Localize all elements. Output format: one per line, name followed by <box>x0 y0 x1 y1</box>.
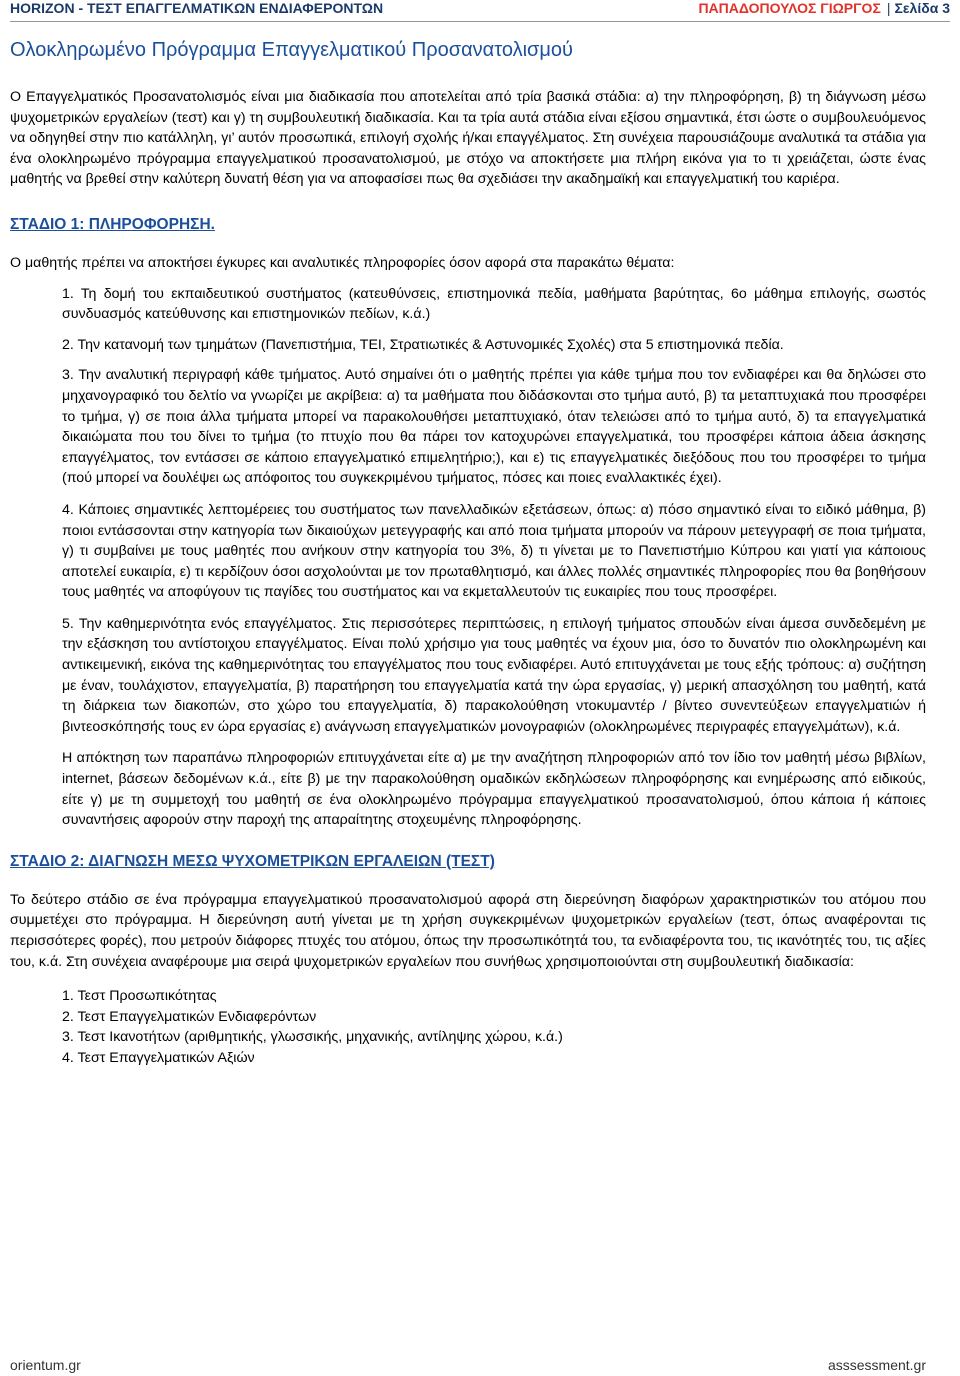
footer-left: orientum.gr <box>10 1357 81 1373</box>
footer-right: asssessment.gr <box>827 1357 926 1373</box>
header-separator: | <box>886 0 891 16</box>
stage1-heading: ΣΤΑΔΙΟ 1: ΠΛΗΡΟΦΟΡΗΣΗ. <box>10 215 215 233</box>
stage2-paragraph: Το δεύτερο στάδιο σε ένα πρόγραμμα επαγγελματικού προσανατολισμού αφορά στη διερεύνηση διαφόρων χαρακτηριστικών του ατόμου που συμμετέχει στο πρόγραμμα. Η διερεύνηση αυτή γίνεται με τη χρήση συγκεκριμένων ψυχομετρικών εργαλείων (τεστ, όπως αναφέρονται τις περισσότερες φορές), που μετρούν διάφορες πτυχές του ατόμου, όπως την προσωπικότητά του, τα ενδιαφέροντα του, τις ικανότητές του, τις αξίες του, κ.ά. Στη συνέχεια αναφέρουμε μια σειρά ψυχομετρικών εργαλείων που συνήθως χρησιμοποιούνται στη συμβουλευτική διαδικασία: <box>10 891 926 970</box>
list-item: 4. Τεστ Επαγγελματικών Αξιών <box>62 1049 255 1066</box>
intro-paragraph: Ο Επαγγελματικός Προσανατολισμός είναι μια διαδικασία που αποτελείται από τρία βασικά στάδια: α) την πληροφόρηση, β) τη διάγνωση μέσω ψυχομετρικών εργαλείων (τεστ) και γ) τη συμβουλευτική διαδικασία. Και τα τρία αυτά στάδια είναι εξίσου σημαντικά, έτσι ώστε ο συμβουλευόμενος να οδηγηθεί στην πιο κατάλληλη, γι’ αυτόν προσωπικά, επιλογή σχολής ή/και επαγγέλματος. Στη συνέχεια παρουσιάζουμε αναλυτικά τα στάδια για ένα ολοκληρωμένο πρόγραμμα επαγγελματικού προσανατολισμού, με στόχο να αποκτήσετε μια πλήρη εικόνα για το τι χρειάζεται, ώστε ένας μαθητής να βρεθεί στην καλύτερη δυνατή θέση για να αποφασίσει πως θα σχεδιάσει την ακαδημαϊκή και επαγγελματική του καριέρα. <box>10 89 926 188</box>
stage1-item-1: 1. Τη δομή του εκπαιδευτικού συστήματος (κατευθύνσεις, επιστημονικά πεδία, μαθήματα βαρύτητας, 6ο μάθημα επιλογής, σωστός συνδυασμός κατεύθυνσης και επιστημονικών πεδίων, κ.ά.) <box>62 285 926 323</box>
list-item: 1. Τεστ Προσωπικότητας <box>62 988 217 1005</box>
document-body <box>10 87 926 1069</box>
header-right <box>698 0 950 16</box>
stage1-item-5: 5. Την καθημερινότητα ενός επαγγέλματος. Στις περισσότερες περιπτώσεις, η επιλογή τμήματος σπουδών είναι άμεσα συνδεδεμένη με την εξάσκηση του αντίστοιχου επαγγέλματος. Είναι πολύ χρήσιμο για τους μαθητές να έχουν μια, όσο το δυνατόν πιο ολοκληρωμένη και αντικειμενική, εικόνα της καθημερινότητας του επαγγέλματος που τους ενδιαφέρει. Αυτό επιτυγχάνεται με τους εξής τρόπους: α) συζήτηση με έναν, τουλάχιστον, επαγγελματία, β) παρατήρηση του επαγγελματία κατά την ώρα εργασίας, γ) μερική απασχόληση του μαθητή, κατά τη διάρκεια των διακοπών, στο χώρο του επαγγελματία, δ) παρακολούθηση ντοκυμαντέρ / βίντεο συνεντεύξεων επαγγελματιών ή βιντεοσκόπησής τους εν ώρα εργασίας ε) ανάγνωση επαγγελματικών μονογραφιών (ολοκληρωμένες περιγραφές επαγγελμάτων), κ.ά. <box>62 615 926 735</box>
stage1-item-4: 4. Κάποιες σημαντικές λεπτομέρειες του συστήματος των πανελλαδικών εξετάσεων, όπως: α) πόσο σημαντικό είναι το ειδικό μάθημα, β) ποιοι εντάσσονται στην κατηγορία των δικαιούχων μετεγγραφής και από ποια τμήματα μπορούν να πάρουν μετεγγραφή σε ποια τμήματα, γ) τι συμβαίνει με τους μαθητές που ανήκουν στην κατηγορία του 3%, δ) τι γίνεται με το Πανεπιστήμιο Κύπρου και γιατί για κάποιους αποτελεί ευκαιρία, ε) τι κερδίζουν όσοι ασχολούνται με τον πρωταθλητισμό, και άλλες πολλές σημαντικές πληροφορίες που θα βοηθήσουν τους μαθητές να αποφύγουν τις παγίδες του συστήματος και να εκμεταλλευτούν τις ευκαιρίες που τους προσφέρει. <box>62 501 926 601</box>
stage1-item-2: 2. Την κατανομή των τμημάτων (Πανεπιστήμια, ΤΕΙ, Στρατιωτικές & Αστυνομικές Σχολές) στα 5 επιστημονικά πεδία. <box>62 336 784 353</box>
list-item: 3. Τεστ Ικανοτήτων (αριθμητικής, γλωσσικής, μηχανικής, αντίληψης χώρου, κ.ά.) <box>62 1029 563 1046</box>
document-title: Ολοκληρωμένο Πρόγραμμα Επαγγελματικού Προσανατολισμού <box>10 39 573 61</box>
stage2-heading: ΣΤΑΔΙΟ 2: ΔΙΑΓΝΩΣΗ ΜΕΣΩ ΨΥΧΟΜΕΤΡΙΚΩΝ ΕΡΓΑΛΕΙΩΝ (ΤΕΣΤ) <box>10 852 495 870</box>
tests-list <box>62 986 926 1068</box>
header-rule <box>10 21 950 22</box>
list-item: 2. Τεστ Επαγγελματικών Ενδιαφερόντων <box>62 1008 317 1025</box>
stage1-lead: Ο μαθητής πρέπει να αποκτήσει έγκυρες και αναλυτικές πληροφορίες όσον αφορά στα παρακάτω θέματα: <box>10 254 675 271</box>
stage1-closing: Η απόκτηση των παραπάνω πληροφοριών επιτυγχάνεται είτε α) με την αναζήτηση πληροφοριών από τον ίδιο τον μαθητή μέσω βιβλίων, internet, βάσεων δεδομένων κ.ά., είτε β) με την παρακολούθηση ομαδικών εκδηλώσεων πληροφόρησης και ενημέρωσης από ειδικούς, είτε γ) με τη συμμετοχή του μαθητή σε ένα ολοκληρωμένο πρόγραμμα επαγγελματικού προσανατολισμού, όπου κάποια ή κάποιες συναντήσεις αφορούν στην παροχή της απαραίτητης στοχευμένης πληροφόρησης. <box>62 750 926 829</box>
stage1-item-3: 3. Την αναλυτική περιγραφή κάθε τμήματος. Αυτό σημαίνει ότι ο μαθητής πρέπει για κάθε τμήμα που τον ενδιαφέρει και θα δηλώσει στο μηχανογραφικό του δελτίο να γνωρίζει με ακρίβεια: α) τα μαθήματα που διδάσκονται στο τμήμα αυτό, β) τα μεταπτυχιακά που προσφέρει το τμήμα, γ) σε ποια άλλα τμήματα μπορεί να παρακολουθήσει μεταπτυχιακό, όταν τελειώσει από το τμήμα αυτό, δ) τα επαγγελματικά δικαιώματα που του δίνει το τμήμα (το πτυχίο που θα πάρει τον κατοχυρώνει επαγγελματικά, του προσφέρει κάποια άδεια άσκησης επαγγέλματος, τον εντάσσει σε κάποιο επαγγελματικό επιμελητήριο;), και ε) τις επαγγελματικές διεξόδους που του προσφέρει το τμήμα (πού μπορεί να δουλέψει ως απόφοιτος του συγκεκριμένου τμήματος, πόσες και ποιες εναλλακτικές έχει). <box>62 367 926 487</box>
header-title: HORIZON - ΤΕΣΤ ΕΠΑΓΓΕΛΜΑΤΙΚΩΝ ΕΝΔΙΑΦΕΡΟΝΤΩΝ <box>10 0 384 16</box>
header-author: ΠΑΠΑΔΟΠΟΥΛΟΣ ΓΙΩΡΓΟΣ <box>698 0 881 16</box>
page-header <box>10 0 950 16</box>
header-page-number: Σελίδα 3 <box>894 0 950 16</box>
page-footer <box>10 1356 926 1374</box>
